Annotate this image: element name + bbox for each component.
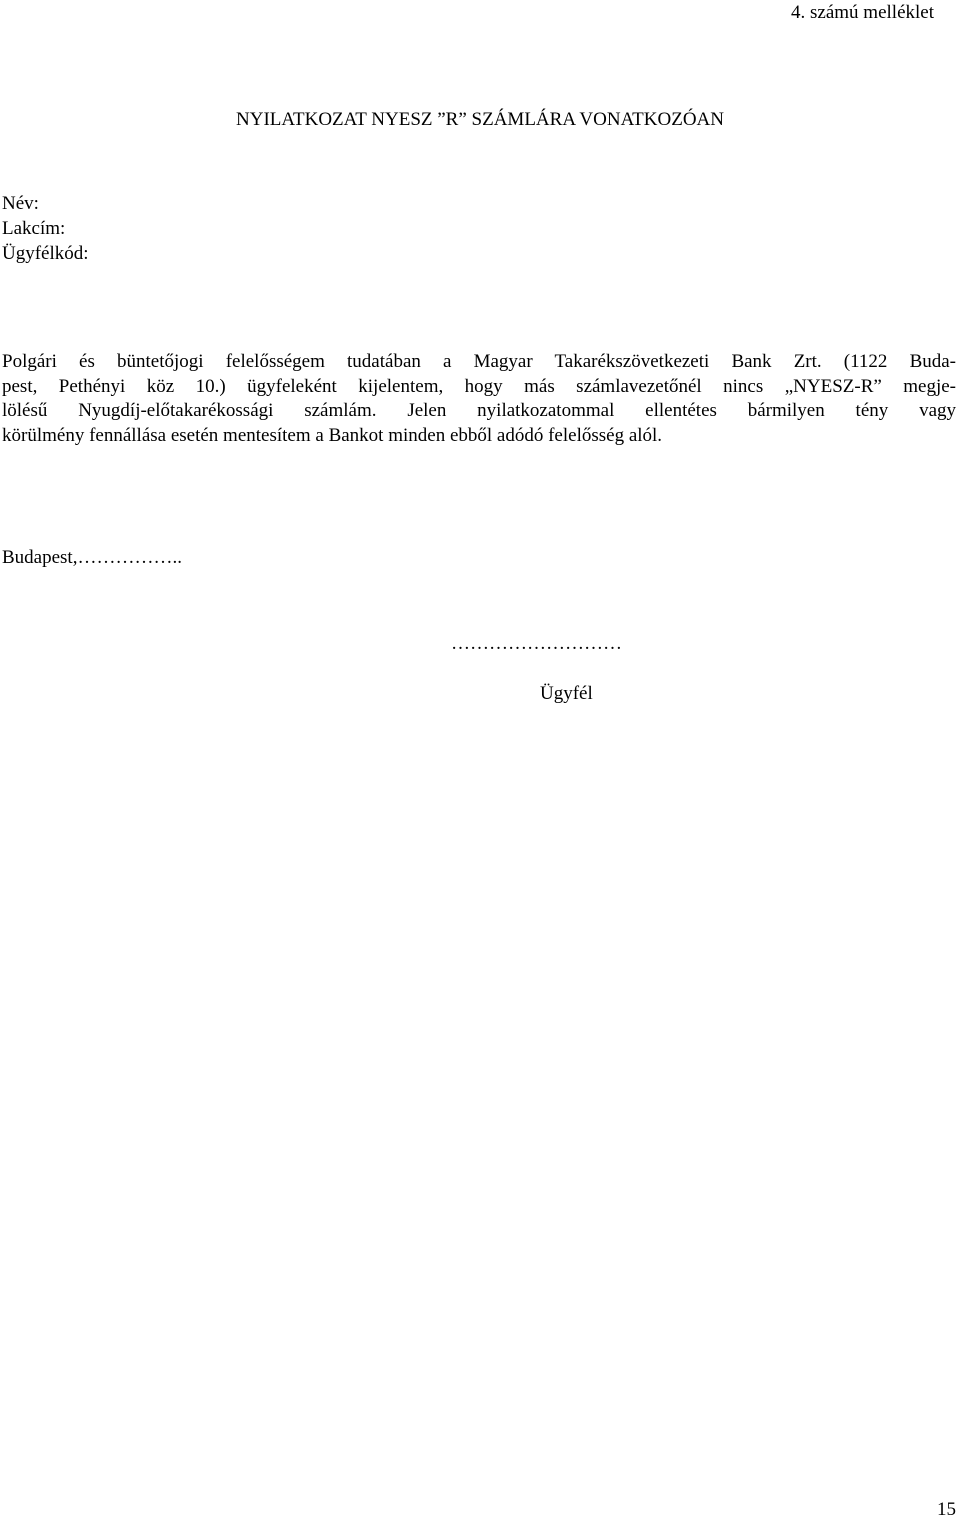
page-number: 15 (937, 1499, 956, 1520)
signature-label: Ügyfél (540, 683, 593, 704)
paragraph-line: pest, Pethényi köz 10.) ügyfeleként kijelentem, hogy más számlavezetőnél nincs „NYESZ-R” megje- (2, 375, 956, 397)
client-code-field-label: Ügyfélkód: (2, 243, 89, 264)
document-title: NYILATKOZAT NYESZ ”R” SZÁMLÁRA VONATKOZÓAN (236, 109, 724, 130)
address-field-label: Lakcím: (2, 218, 66, 239)
paragraph-line: körülmény fennállása esetén mentesítem a Bankot minden ebből adódó felelősség alól. (2, 424, 663, 446)
paragraph-line: lölésű Nyugdíj-előtakarékossági számlám. Jelen nyilatkozatommal ellentétes bármilyen tény vagy (2, 400, 956, 421)
place-date-line: Budapest,…………….. (2, 547, 182, 568)
signature-line: ……………………… (451, 633, 622, 654)
annex-label: 4. számú melléklet (791, 2, 934, 23)
paragraph-line: Polgári és büntetőjogi felelősségem tudatában a Magyar Takarékszövetkezeti Bank Zrt. (1122 Buda- (2, 351, 956, 372)
declaration-paragraph (2, 350, 956, 448)
name-field-label: Név: (2, 193, 39, 214)
